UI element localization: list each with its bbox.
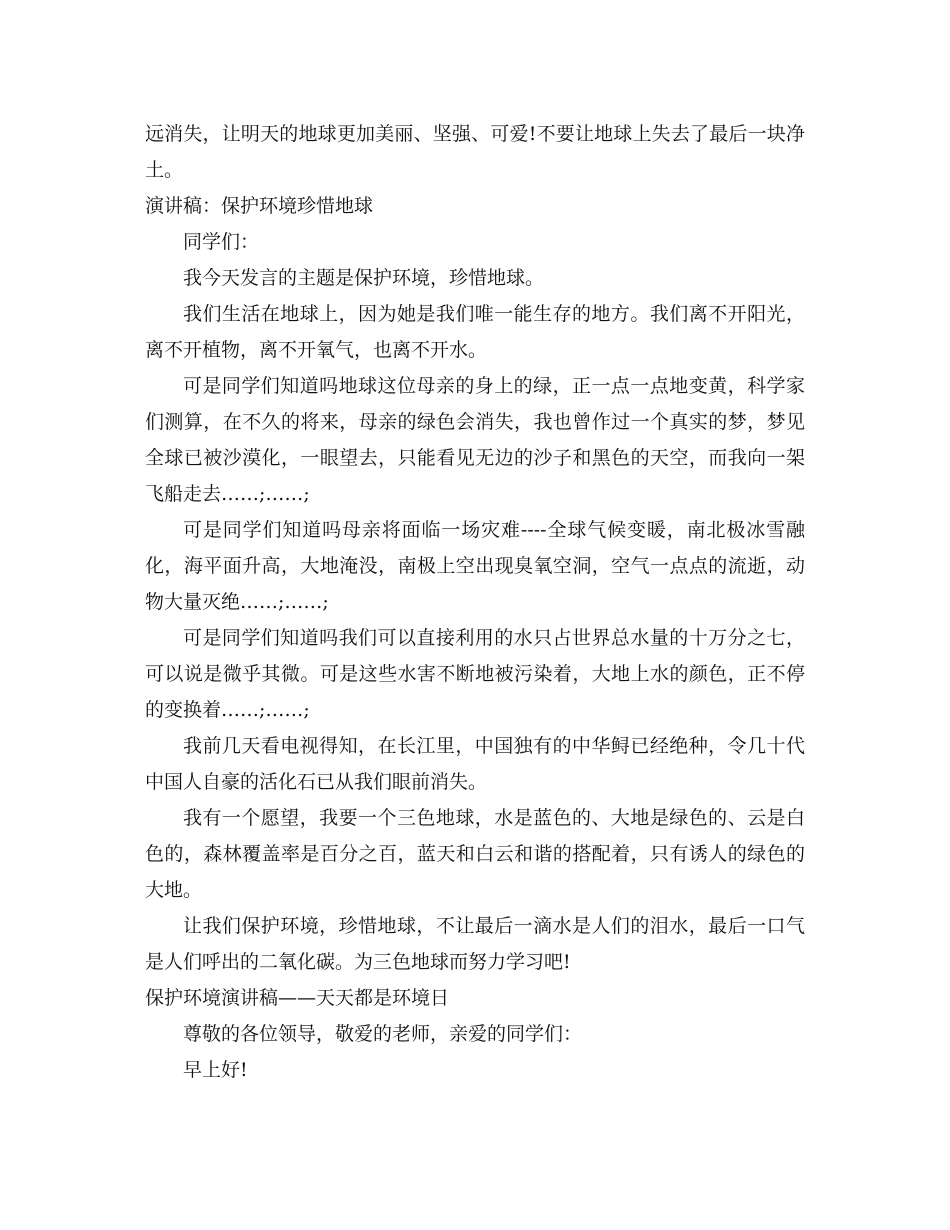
paragraph: 可是同学们知道吗地球这位母亲的身上的绿，正一点一点地变黄，科学家们测算，在不久的将来，母亲的绿色会消失，我也曾作过一个真实的梦，梦见全球已被沙漠化，一眼望去，只能看见无边的沙子和黑色的天空，而我向一架飞船走去……;……;: [145, 375, 805, 505]
paragraph: 尊敬的各位领导，敬爱的老师，亲爱的同学们：: [183, 1023, 583, 1045]
paragraph: 可是同学们知道吗母亲将面临一场灾难----全球气候变暖，南北极冰雪融化，海平面升高，大地淹没，南极上空出现臭氧空洞，空气一点点的流逝，动物大量灭绝……;……;: [145, 519, 805, 613]
paragraph: 早上好!: [183, 1059, 248, 1081]
document-body: [145, 116, 805, 1088]
paragraph: 我今天发言的主题是保护环境，珍惜地球。: [183, 267, 545, 289]
paragraph: 远消失，让明天的地球更加美丽、坚强、可爱!不要让地球上失去了最后一块净土。: [145, 123, 805, 181]
section-heading: 保护环境演讲稿——天天都是环境日: [145, 987, 450, 1009]
section-heading: 演讲稿：保护环境珍惜地球: [145, 195, 374, 217]
paragraph: 同学们：: [183, 231, 260, 253]
paragraph: 我有一个愿望，我要一个三色地球，水是蓝色的、大地是绿色的、云是白色的，森林覆盖率是百分之百，蓝天和白云和谐的搭配着，只有诱人的绿色的大地。: [145, 807, 805, 901]
paragraph: 可是同学们知道吗我们可以直接利用的水只占世界总水量的十万分之七，可以说是微乎其微。可是这些水害不断地被污染着，大地上水的颜色，正不停的变换着……;……;: [145, 627, 805, 721]
paragraph: 让我们保护环境，珍惜地球，不让最后一滴水是人们的泪水，最后一口气是人们呼出的二氧化碳。为三色地球而努力学习吧!: [145, 915, 805, 973]
paragraph: 我们生活在地球上，因为她是我们唯一能生存的地方。我们离不开阳光，离不开植物，离不开氧气，也离不开水。: [145, 303, 805, 361]
paragraph: 我前几天看电视得知，在长江里，中国独有的中华鲟已经绝种，令几十代中国人自豪的活化石已从我们眼前消失。: [145, 735, 805, 793]
